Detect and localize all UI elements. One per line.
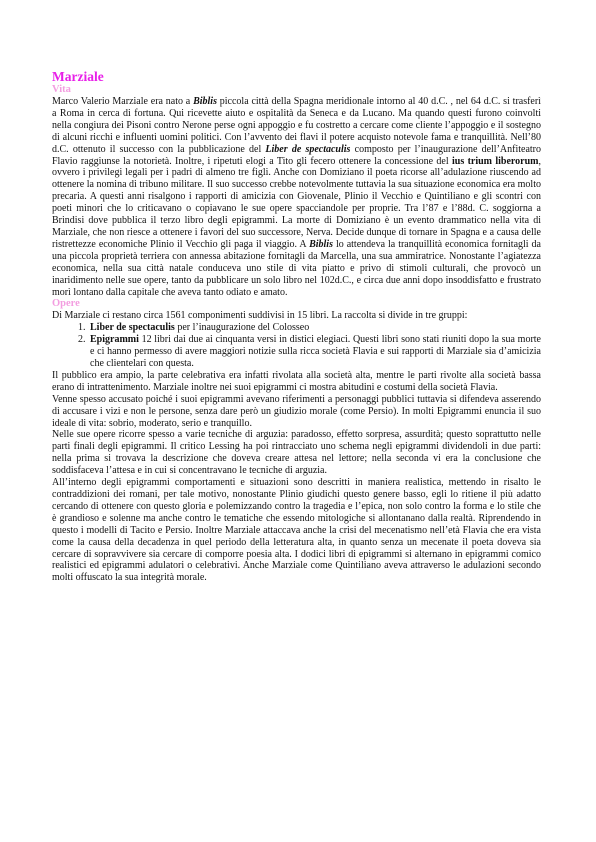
opere-paragraph: All’interno degli epigrammi comportamenti e situazioni sono descritti in maniera realistica, mettendo in risalto le contraddizioni dei romani, per tale motivo, nonostante Plinio giudichi questo genere basso, egli lo ritiene il più adatto cercando di ottenere con questo gloria e polemizzando contro la tragedia e l’epica, non solo contro la forma e lo stile che è grandioso e solenne ma anche contro le tematiche che essendo mitologiche si allontanano dalla realtà. Riprendendo in questo i modelli di Tacito e Persio. Inoltre Marziale attaccava anche la crisi del mecenatismo nell’età Flavia che era vista come la causa della decadenza in quel periodo della letteratura alta, in quanto senza un mecenate il poeta doveva sia cercare di sopravvivere sia cercare di comporre poesia alta. I dodici libri di epigrammi si alternano in epigrammi comico realistici ed epigrammi adulatori o celebrativi. Anche Marziale come Quintiliano aveva attraverso le adulazioni secondo molti offuscato la sua integrità morale. [52,477,541,584]
vita-text: composto per l’inaugurazione dell’Anfiteatro Flavio raggiunse la notorietà. Inoltre, i ripetuti elogi a Tito gli fecero ottenere la concessione del [52,143,542,167]
vita-text: piccola città della Spagna meridionale intorno al 40 d.C. , nel 64 d.C. si trasferì a Roma in cerca di fortuna. Qui ricevette aiuto e ospitalità da Seneca e da Lucano. Ma quando questi furono coinvolti nella congiura dei Pisoni contro Nerone perse ogni appoggio e fu costretto a cercare come cliente l’appoggio e il sostegno di alcuni ricchi e influenti uomini politici. Con l’avvento dei flavi il potere acquisto notevole fama e tranquillità. Nell’80 d.C. ottenuto il successo con la pubblicazione del [52,96,541,155]
opere-paragraph: Venne spesso accusato poiché i suoi epigrammi avevano riferimenti a personaggi pubblici tuttavia si difendeva asserendo di accusare i vizi e non le persone, senza dare però un giudizio morale (come Persio). In molti Epigrammi enuncia il suo ideale di vita: sobrio, moderato, serio e tranquillo. [52,393,541,429]
place-name-biblis: Biblis [193,96,217,107]
list-item-title: Liber de spectaculis [90,322,175,334]
opere-intro: Di Marziale ci restano circa 1561 componimenti suddivisi in 15 libri. La raccolta si divide in tre gruppi: [52,310,468,322]
vita-text: Marco Valerio Marziale era nato a [52,96,194,107]
list-item-text: 12 libri dai due ai cinquanta versi in distici elegiaci. Questi libri sono stati riuniti dopo la sua morte e ci hanno permesso di avere maggiori notizie sulla ricca società Flavia e sui rapporti di Marziale sia d’amicizia che clientelari con questa. [90,334,541,370]
opere-paragraph: Nelle sue opere ricorre spesso a varie tecniche di arguzia: paradosso, effetto sorpresa, assurdità; questo soprattutto nelle parti finali degli epigrammi. Il critico Lessing ha poi rintracciato uno schema negli epigrammi dividendoli in due parti: nella prima si trovava la descrizione che doveva creare attesa nel lettore; nella seconda vi era la conclusione che soddisfaceva l’attesa e in cui si concentravano le tecniche di arguzia. [52,429,541,477]
list-item-title: Epigrammi [90,334,139,346]
list-item [88,322,541,334]
opere-paragraph: Il pubblico era ampio, la parte celebrativa era infatti rivolata alla società alta, mentre le parti rivolte alla società bassa erano di intrattenimento. Marziale inoltre nei suoi epigrammi ci mostra abitudini e costumi della società Flavia. [52,369,541,393]
place-name-biblis: Biblis [309,238,333,250]
term-ius-trium-liberorum: ius trium liberorum [452,155,539,167]
section-heading-vita: Vita [52,84,71,95]
works-list [52,322,541,370]
work-title-liber: Liber de spectaculis [265,143,351,155]
document-title: Marziale [52,69,104,84]
document-page [52,70,541,584]
section-heading-opere: Opere [52,298,80,310]
list-item [88,334,541,370]
list-item-text: per l’inaugurazione del Colosseo [174,322,310,334]
vita-text: , ovvero i privilegi legali per i padri di almeno tre figli. Anche con Domiziano il poeta ricorse all’adulazione riuscendo ad ottenere la nomina di tribuno militare. Il suo successo crebbe notevolmente tuttavia la sua situazione economica era molto precaria. A questi anni risalgono i rapporti di amicizia con Giovenale, Plinio il Vecchio e Quintiliano e gli scontri con poeti minori che lo criticavano o copiavano le sue opere spacciandole per proprie. Tra l’87 e l’88d. C. soggiorna a Brindisi dove pubblica il terzo libro degli epigrammi. La morte di Domiziano è un evento drammatico nella vita di Marziale, che non riesce a ottenere i favori del suo successore, Nerva. Decide dunque di tornare in Spagna e a causa delle ristrettezze economiche Plinio il Vecchio gli paga il viaggio. A [52,155,541,250]
vita-text: lo attendeva la tranquillità economica fornitagli da una piccola proprietà terriera con annessa abitazione fornitagli da Marcella, una sua ammiratrice. Nonostante l’agiatezza economica, nella sua città natale conduceva uno stile di vita piatto e privo di stimoli culturali, che provocò un inaridimento nelle sue opere, tanto da pubblicare un solo libro nel 102d.C., e circa due anni dopo insoddisfatto e frustrato morì lontano dalla capitale che aveva tanto odiato e amato. [52,238,541,298]
vita-paragraph [52,96,541,298]
